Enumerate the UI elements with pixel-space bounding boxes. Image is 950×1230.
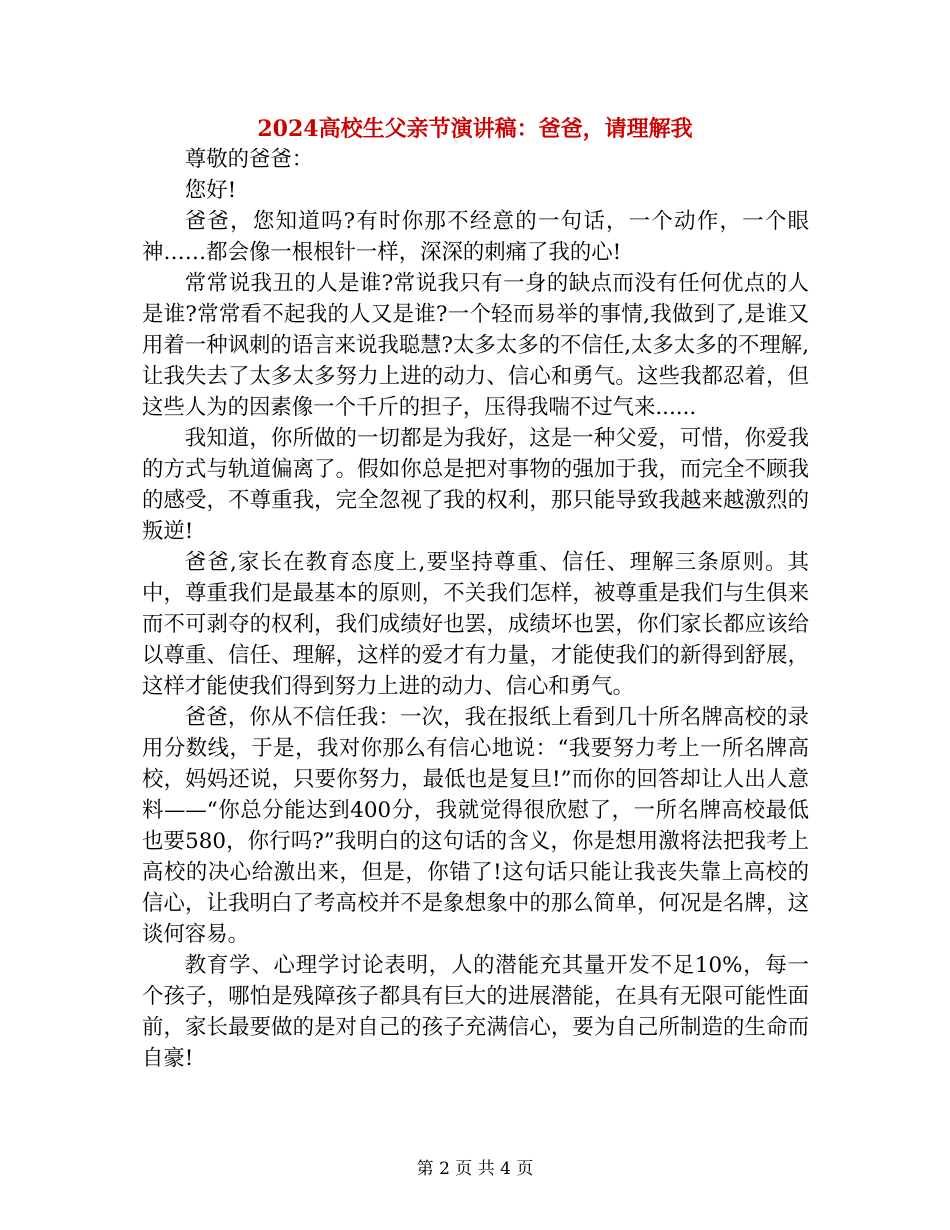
body-paragraph: 教育学、心理学讨论表明，人的潜能充其量开发不足10%，每一个孩子，哪怕是残障孩子都具有巨大的进展潜能，在具有无限可能性面前，家长最要做的是对自己的孩子充满信心，要为自己所制造的生命而自豪! <box>142 953 809 1071</box>
document-body <box>142 144 809 1074</box>
salutation: 尊敬的爸爸： <box>184 147 314 172</box>
document-title: 2024高校生父亲节演讲稿：爸爸，请理解我 <box>257 116 693 142</box>
body-paragraph: 爸爸，你从不信任我：一次，我在报纸上看到几十所名牌高校的录用分数线，于是，我对你那么有信心地说：“我要努力考上一所名牌高校，妈妈还说，只要你努力，最低也是复旦!”而你的回答却让人出人意料——“你总分能达到400分，我就觉得很欣慰了，一所名牌高校最低也要580，你行吗?”我明白的这句话的含义，你是想用激将法把我考上高校的决心给激出来，但是，你错了!这句话只能让我丧失靠上高校的信心，让我明白了考高校并不是象想象中的那么简单，何况是名牌，这谈何容易。 <box>142 705 809 947</box>
body-paragraph: 我知道，你所做的一切都是为我好，这是一种父爱，可惜，你爱我的方式与轨道偏离了。假如你总是把对事物的强加于我，而完全不顾我的感受，不尊重我，完全忽视了我的权利，那只能导致我越来越激烈的叛逆! <box>142 426 809 544</box>
page-number-footer: 第 2 页 共 4 页 <box>416 1159 534 1179</box>
body-paragraph: 常常说我丑的人是谁?常说我只有一身的缺点而没有任何优点的人是谁?常常看不起我的人又是谁?一个轻而易举的事情,我做到了,是谁又用着一种讽刺的语言来说我聪慧?太多太多的不信任,太多太多的不理解,让我失去了太多太多努力上进的动力、信心和勇气。这些我都忍着，但这些人为的因素像一个千斤的担子，压得我喘不过气来...... <box>142 271 809 420</box>
greeting: 您好! <box>184 178 237 203</box>
body-paragraph: 爸爸,家长在教育态度上,要坚持尊重、信任、理解三条原则。其中，尊重我们是最基本的原则，不关我们怎样，被尊重是我们与生俱来而不可剥夺的权利，我们成绩好也罢，成绩坏也罢，你们家长都应该给以尊重、信任、理解，这样的爱才有力量，才能使我们的新得到舒展，这样才能使我们得到努力上进的动力、信心和勇气。 <box>142 550 809 699</box>
body-paragraph: 爸爸，您知道吗?有时你那不经意的一句话，一个动作，一个眼神……都会像一根根针一样，深深的刺痛了我的心! <box>142 209 809 265</box>
